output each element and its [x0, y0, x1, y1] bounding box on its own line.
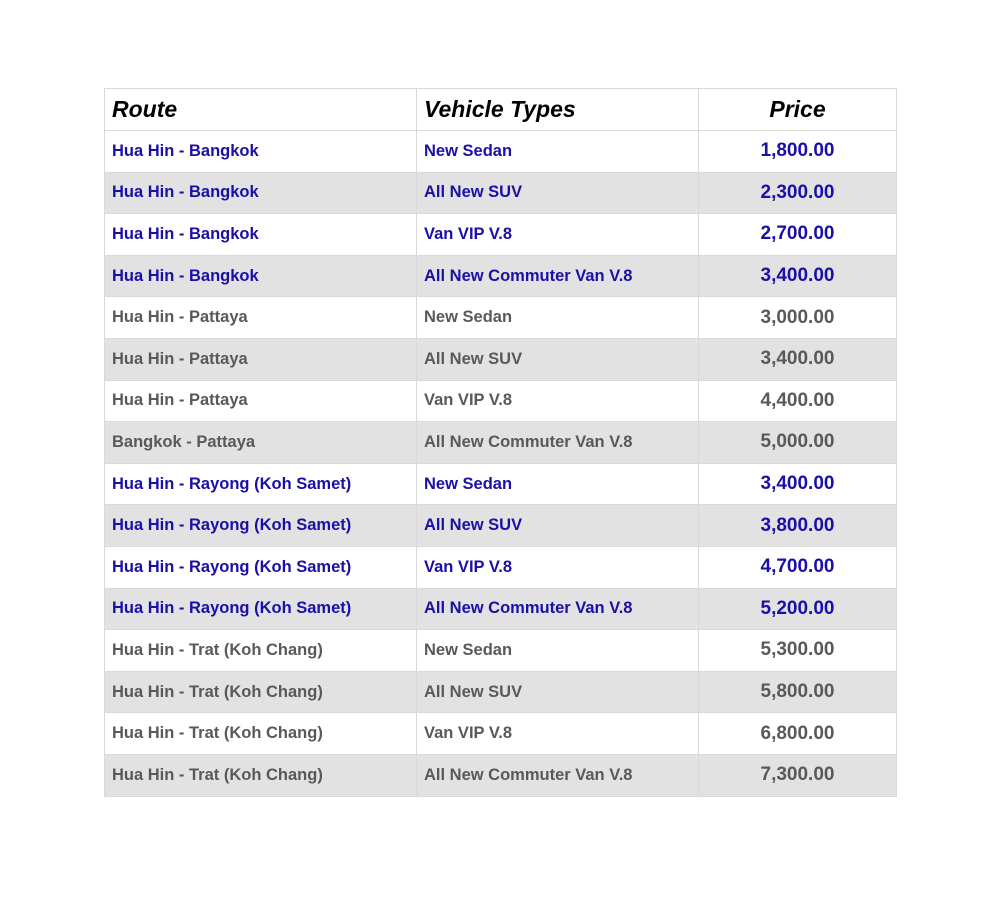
table-row: [105, 422, 897, 464]
price-cell: 1,800.00: [699, 131, 897, 173]
price-cell: 2,300.00: [699, 172, 897, 214]
price-cell: 3,400.00: [699, 255, 897, 297]
route-cell: Hua Hin - Trat (Koh Chang): [105, 630, 417, 672]
column-header-price: Price: [699, 89, 897, 131]
route-cell: Hua Hin - Rayong (Koh Samet): [105, 546, 417, 588]
route-cell: Hua Hin - Rayong (Koh Samet): [105, 505, 417, 547]
table-row: [105, 588, 897, 630]
vehicle-type-cell: All New Commuter Van V.8: [417, 255, 699, 297]
vehicle-type-cell: New Sedan: [417, 131, 699, 173]
vehicle-type-cell: All New Commuter Van V.8: [417, 588, 699, 630]
vehicle-type-cell: All New Commuter Van V.8: [417, 754, 699, 796]
table-row: [105, 754, 897, 796]
price-cell: 5,200.00: [699, 588, 897, 630]
vehicle-type-cell: Van VIP V.8: [417, 380, 699, 422]
table-row: [105, 214, 897, 256]
route-cell: Hua Hin - Rayong (Koh Samet): [105, 588, 417, 630]
column-header-vehicle-types: Vehicle Types: [417, 89, 699, 131]
table-body: [105, 131, 897, 797]
table-header-row: [105, 89, 897, 131]
price-cell: 7,300.00: [699, 754, 897, 796]
price-table: [104, 88, 897, 797]
table-row: [105, 297, 897, 339]
column-header-route: Route: [105, 89, 417, 131]
route-cell: Hua Hin - Bangkok: [105, 172, 417, 214]
route-cell: Hua Hin - Trat (Koh Chang): [105, 754, 417, 796]
price-cell: 4,400.00: [699, 380, 897, 422]
table-row: [105, 713, 897, 755]
route-cell: Hua Hin - Bangkok: [105, 255, 417, 297]
price-cell: 2,700.00: [699, 214, 897, 256]
route-cell: Hua Hin - Pattaya: [105, 380, 417, 422]
price-cell: 3,400.00: [699, 338, 897, 380]
table-row: [105, 338, 897, 380]
route-cell: Hua Hin - Trat (Koh Chang): [105, 671, 417, 713]
price-cell: 3,000.00: [699, 297, 897, 339]
table-row: [105, 380, 897, 422]
table-row: [105, 463, 897, 505]
table-row: [105, 546, 897, 588]
vehicle-type-cell: All New SUV: [417, 505, 699, 547]
table-row: [105, 131, 897, 173]
vehicle-type-cell: New Sedan: [417, 297, 699, 339]
route-cell: Hua Hin - Bangkok: [105, 214, 417, 256]
vehicle-type-cell: All New SUV: [417, 338, 699, 380]
vehicle-type-cell: All New SUV: [417, 671, 699, 713]
price-cell: 5,800.00: [699, 671, 897, 713]
table-row: [105, 172, 897, 214]
table-row: [105, 255, 897, 297]
route-cell: Hua Hin - Pattaya: [105, 338, 417, 380]
table-row: [105, 505, 897, 547]
route-cell: Hua Hin - Trat (Koh Chang): [105, 713, 417, 755]
route-cell: Hua Hin - Pattaya: [105, 297, 417, 339]
price-cell: 4,700.00: [699, 546, 897, 588]
price-cell: 3,800.00: [699, 505, 897, 547]
table-row: [105, 671, 897, 713]
price-cell: 6,800.00: [699, 713, 897, 755]
table-row: [105, 630, 897, 672]
vehicle-type-cell: Van VIP V.8: [417, 713, 699, 755]
price-cell: 5,300.00: [699, 630, 897, 672]
route-cell: Hua Hin - Bangkok: [105, 131, 417, 173]
price-cell: 5,000.00: [699, 422, 897, 464]
vehicle-type-cell: All New Commuter Van V.8: [417, 422, 699, 464]
route-cell: Hua Hin - Rayong (Koh Samet): [105, 463, 417, 505]
price-cell: 3,400.00: [699, 463, 897, 505]
route-cell: Bangkok - Pattaya: [105, 422, 417, 464]
vehicle-type-cell: New Sedan: [417, 463, 699, 505]
vehicle-type-cell: All New SUV: [417, 172, 699, 214]
vehicle-type-cell: Van VIP V.8: [417, 214, 699, 256]
vehicle-type-cell: Van VIP V.8: [417, 546, 699, 588]
vehicle-type-cell: New Sedan: [417, 630, 699, 672]
